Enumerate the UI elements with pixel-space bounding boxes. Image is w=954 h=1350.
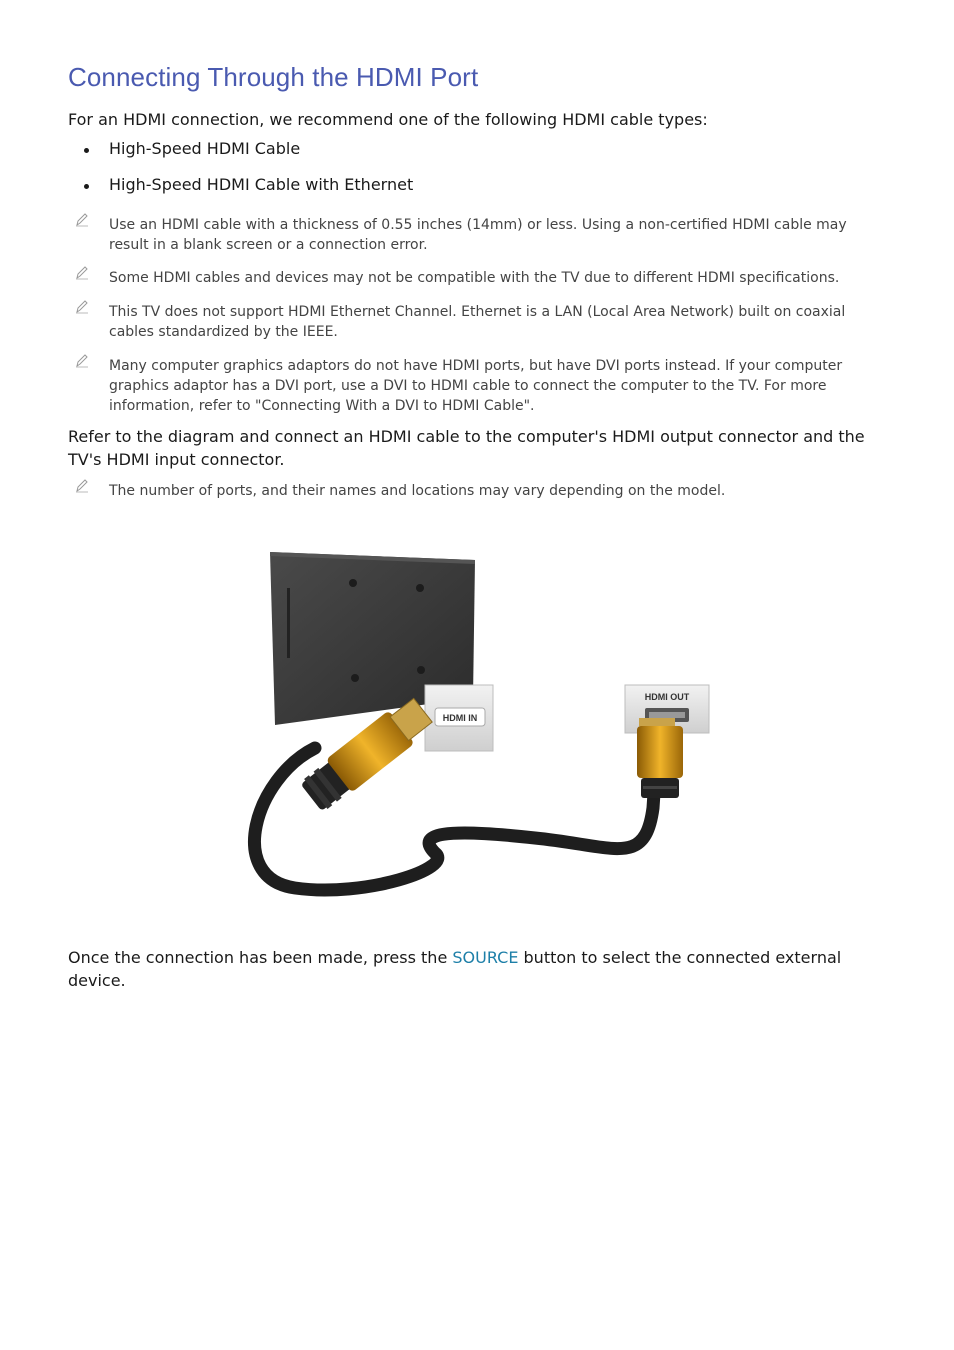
pencil-note-icon xyxy=(74,353,90,369)
closing-text xyxy=(68,946,868,992)
note xyxy=(68,302,878,342)
pencil-note-icon xyxy=(74,478,90,494)
refer-text: Refer to the diagram and connect an HDMI cable to the computer's HDMI output connector and the TV's HDMI input connector. xyxy=(68,427,865,469)
list-item xyxy=(68,139,413,175)
closing-text-start: Once the connection has been made, press the xyxy=(68,948,453,967)
note xyxy=(68,481,878,501)
note-text: This TV does not support HDMI Ethernet Channel. Ethernet is a LAN (Local Area Network) built on coaxial cables standardized by the IEEE. xyxy=(109,304,846,340)
bullet-icon xyxy=(84,148,89,153)
list-item-label: High-Speed HDMI Cable with Ethernet xyxy=(109,175,414,194)
page-title: Connecting Through the HDMI Port xyxy=(68,62,479,92)
pencil-note-icon xyxy=(74,299,90,315)
hdmi-in-label: HDMI IN xyxy=(442,713,478,723)
source-button-label: SOURCE xyxy=(452,948,519,967)
pencil-note-icon xyxy=(74,212,90,228)
note xyxy=(68,215,878,255)
hdmi-cable xyxy=(255,748,655,890)
note-text: The number of ports, and their names and locations may vary depending on the model. xyxy=(109,483,726,499)
hdmi-out-label: HDMI OUT xyxy=(644,692,690,702)
note xyxy=(68,268,878,288)
pencil-note-icon xyxy=(74,265,90,281)
closing-text-end: button to select the connected external device. xyxy=(68,948,842,990)
hdmi-connection-diagram xyxy=(235,548,715,908)
intro-text: For an HDMI connection, we recommend one of the following HDMI cable types: xyxy=(68,110,708,129)
list-item-label: High-Speed HDMI Cable xyxy=(109,139,301,158)
note-text: Some HDMI cables and devices may not be compatible with the TV due to different HDMI specifications. xyxy=(109,270,840,286)
hdmi-in-port xyxy=(425,685,493,751)
cable-type-list xyxy=(68,139,413,211)
note-text: Use an HDMI cable with a thickness of 0.55 inches (14mm) or less. Using a non-certified HDMI cable may result in a blank screen or a connection error. xyxy=(109,217,847,253)
list-item xyxy=(68,175,413,211)
bullet-icon xyxy=(84,184,89,189)
hdmi-connector-pc-side xyxy=(637,718,683,798)
note-text: Many computer graphics adaptors do not have HDMI ports, but have DVI ports instead. If your computer graphics adaptor has a DVI port, use a DVI to HDMI cable to connect the computer to the TV. For more information, refer to "Connecting With a DVI to HDMI Cable". xyxy=(109,358,843,414)
note xyxy=(68,356,878,416)
